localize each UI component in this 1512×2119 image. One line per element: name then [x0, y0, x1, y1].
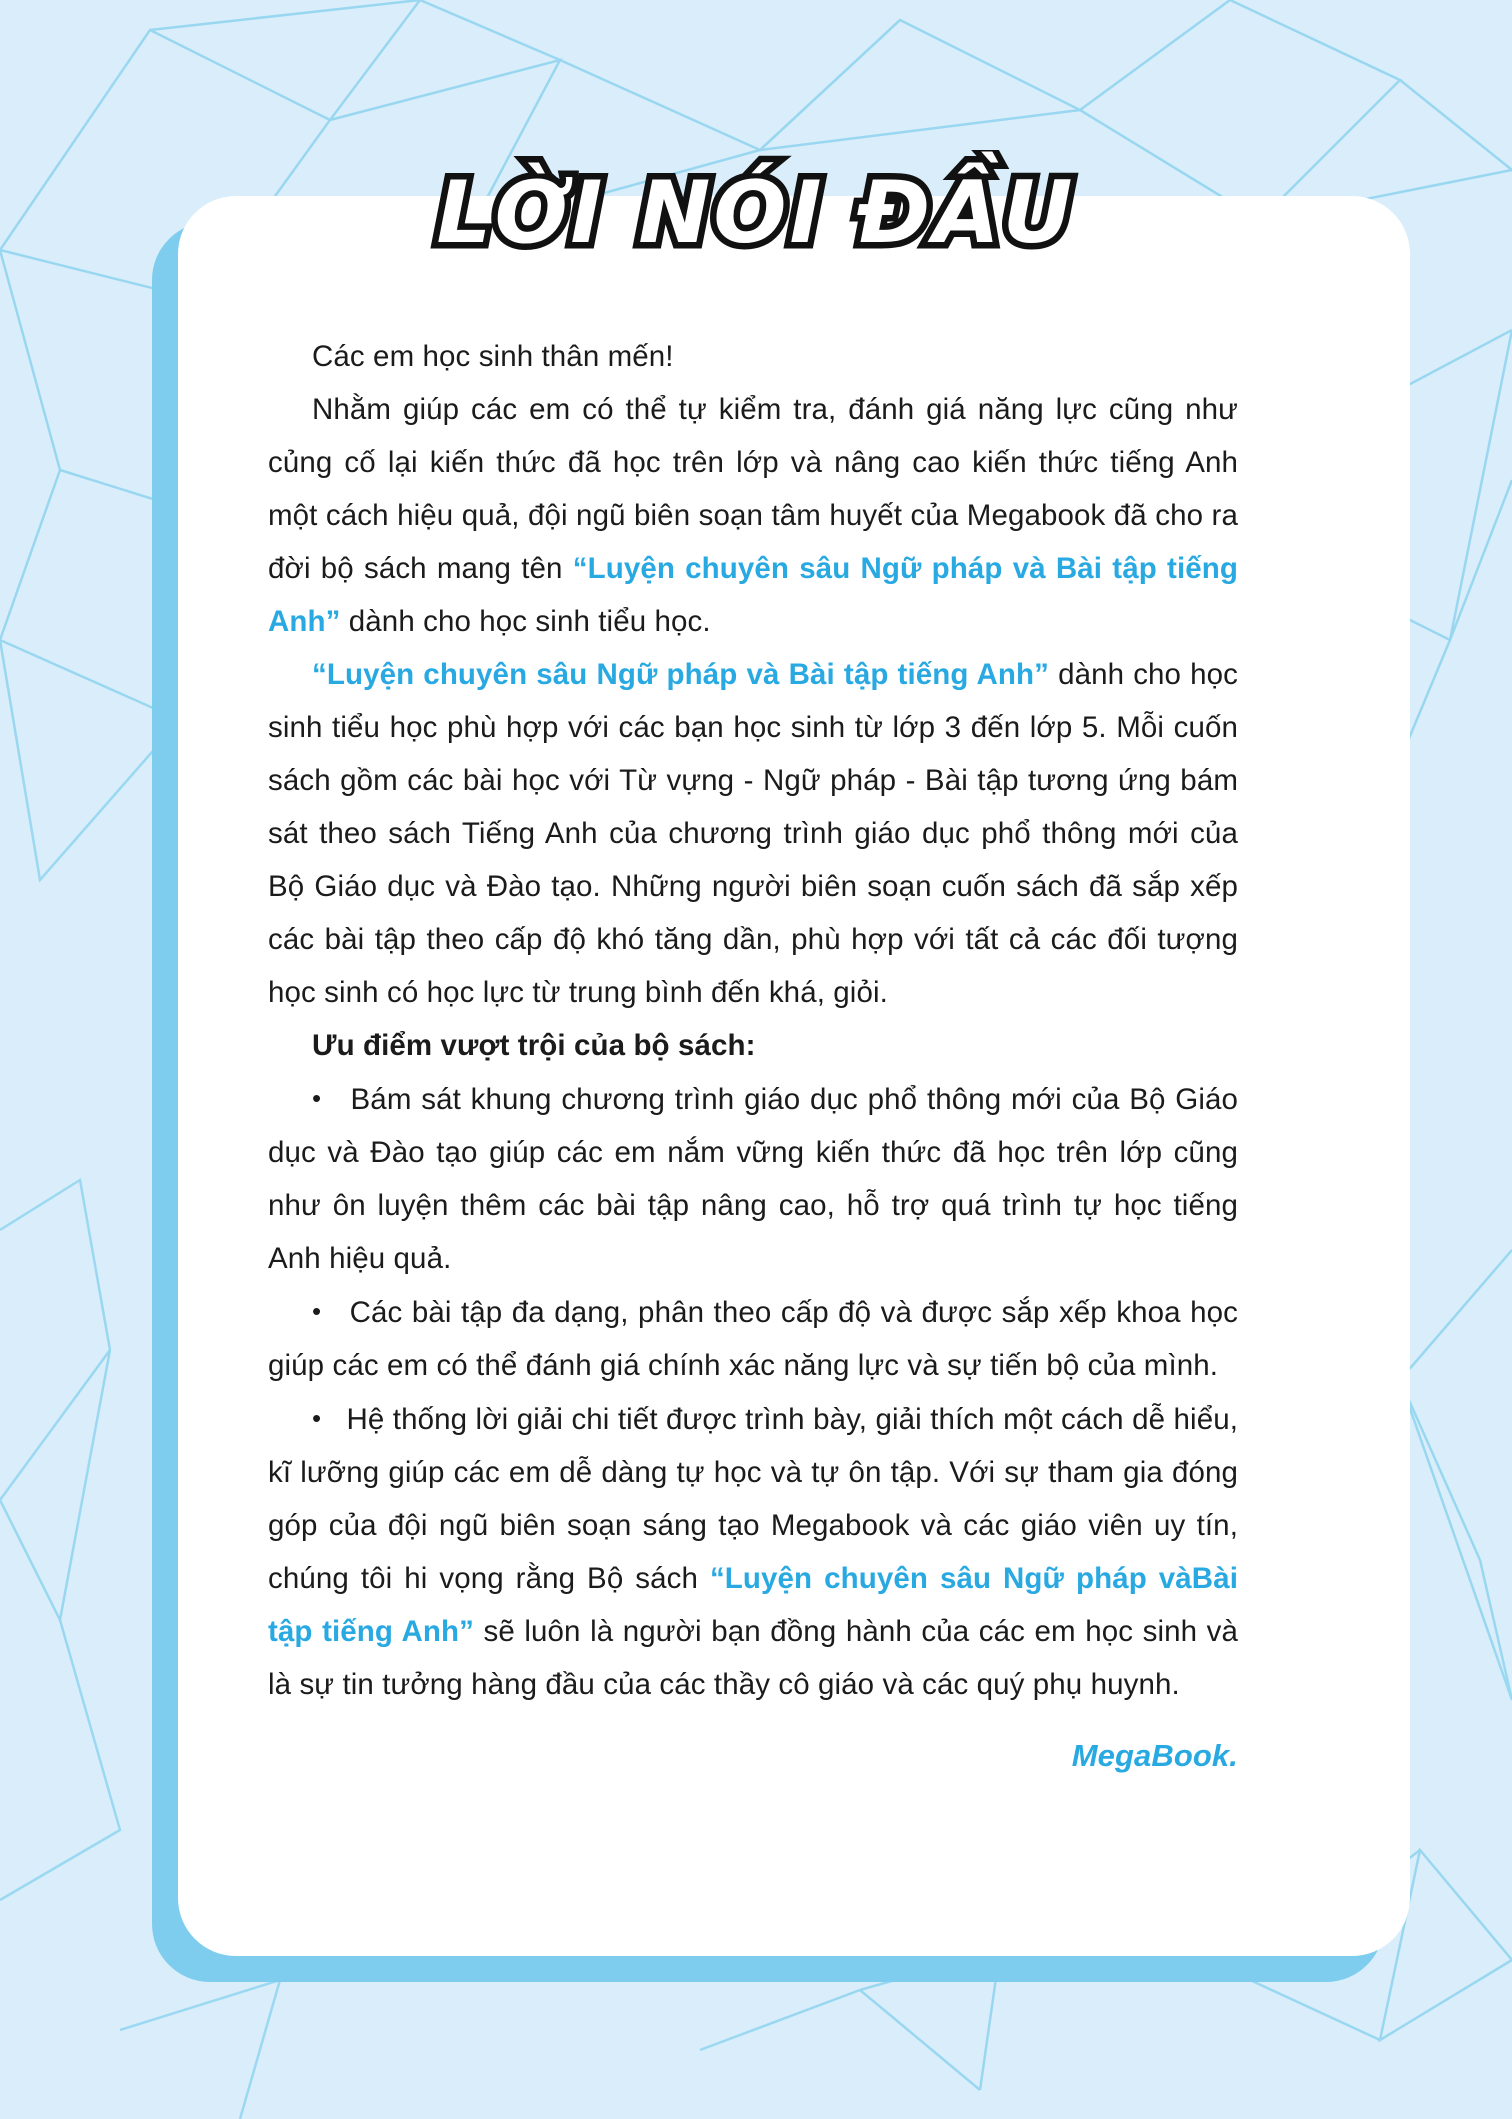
- book-title-highlight-2: “Luyện chuyên sâu Ngữ pháp và Bài tập tiếng Anh”: [312, 658, 1049, 691]
- paragraph-1-text-b: dành cho học sinh tiểu học.: [340, 605, 711, 638]
- bullet-item-3-text-a: Hệ thống lời giải chi tiết được trình bày, giải thích một cách dễ hiểu, kĩ lưỡng giúp các em dễ dàng tự học và tự ôn tập. Với sự tham gia đóng góp của đội ngũ biên soạn sáng tạo Megabook và các giáo viên uy tín, chúng tôi hi vọng rằng Bộ sách: [268, 1403, 1239, 1595]
- signature: MegaBook.: [1071, 1738, 1238, 1773]
- greeting-paragraph: [268, 330, 1238, 383]
- subheading: [268, 1019, 1238, 1072]
- bullet-item-2-text: Các bài tập đa dạng, phân theo cấp độ và được sắp xếp khoa học giúp các em có thể đánh giá chính xác năng lực và sự tiến bộ của mình.: [268, 1296, 1238, 1382]
- paragraph-1-text-a: Nhằm giúp các em có thể tự kiểm tra, đánh giá năng lực cũng như củng cố lại kiến thức đã học trên lớp và nâng cao kiến thức tiếng Anh một cách hiệu quả, đội ngũ biên soạn tâm huyết của Megabook đã cho ra đời bộ sách mang tên: [268, 393, 1238, 585]
- bullet-marker-icon: •: [312, 1296, 322, 1326]
- bullet-item-3-text-b: sẽ luôn là người bạn đồng hành của các em học sinh và là sự tin tưởng hàng đầu của các thầy cô giáo và các quý phụ huynh.: [268, 1615, 1238, 1701]
- paragraph-2-text: dành cho học sinh tiểu học phù hợp với các bạn học sinh từ lớp 3 đến lớp 5. Mỗi cuốn sách gồm các bài học với Từ vựng - Ngữ pháp - Bài tập tương ứng bám sát theo sách Tiếng Anh của chương trình giáo dục phổ thông mới của Bộ Giáo dục và Đào tạo. Những người biên soạn cuốn sách đã sắp xếp các bài tập theo cấp độ khó tăng dần, phù hợp với tất cả các đối tượng học sinh có học lực từ trung bình đến khá, giỏi.: [268, 658, 1239, 1009]
- preface-body: [268, 330, 1238, 1782]
- bullet-item-3: [268, 1392, 1238, 1711]
- bullet-item-1-text: Bám sát khung chương trình giáo dục phổ thông mới của Bộ Giáo dục và Đào tạo giúp các em nắm vững kiến thức đã học trên lớp cũng như ôn luyện thêm các bài tập nâng cao, hỗ trợ quá trình tự học tiếng Anh hiệu quả.: [268, 1083, 1238, 1275]
- bullet-marker-icon: •: [312, 1083, 322, 1113]
- bullet-item-2: [268, 1285, 1238, 1392]
- bullet-item-1: [268, 1072, 1238, 1285]
- paragraph-2: [268, 648, 1238, 1019]
- paragraph-1: [268, 383, 1238, 648]
- title-text: LỜI NÓI ĐẦU: [436, 163, 1076, 263]
- book-title-highlight-1: “Luyện chuyên sâu Ngữ pháp và Bài tập tiếng Anh”: [268, 552, 1238, 638]
- book-title-highlight-3: “Luyện chuyên sâu Ngữ pháp vàBài tập tiếng Anh”: [268, 1562, 1238, 1648]
- greeting-text: Các em học sinh thân mến!: [312, 340, 674, 373]
- subheading-text: Ưu điểm vượt trội của bộ sách:: [312, 1029, 756, 1062]
- bullet-marker-icon: •: [312, 1403, 322, 1433]
